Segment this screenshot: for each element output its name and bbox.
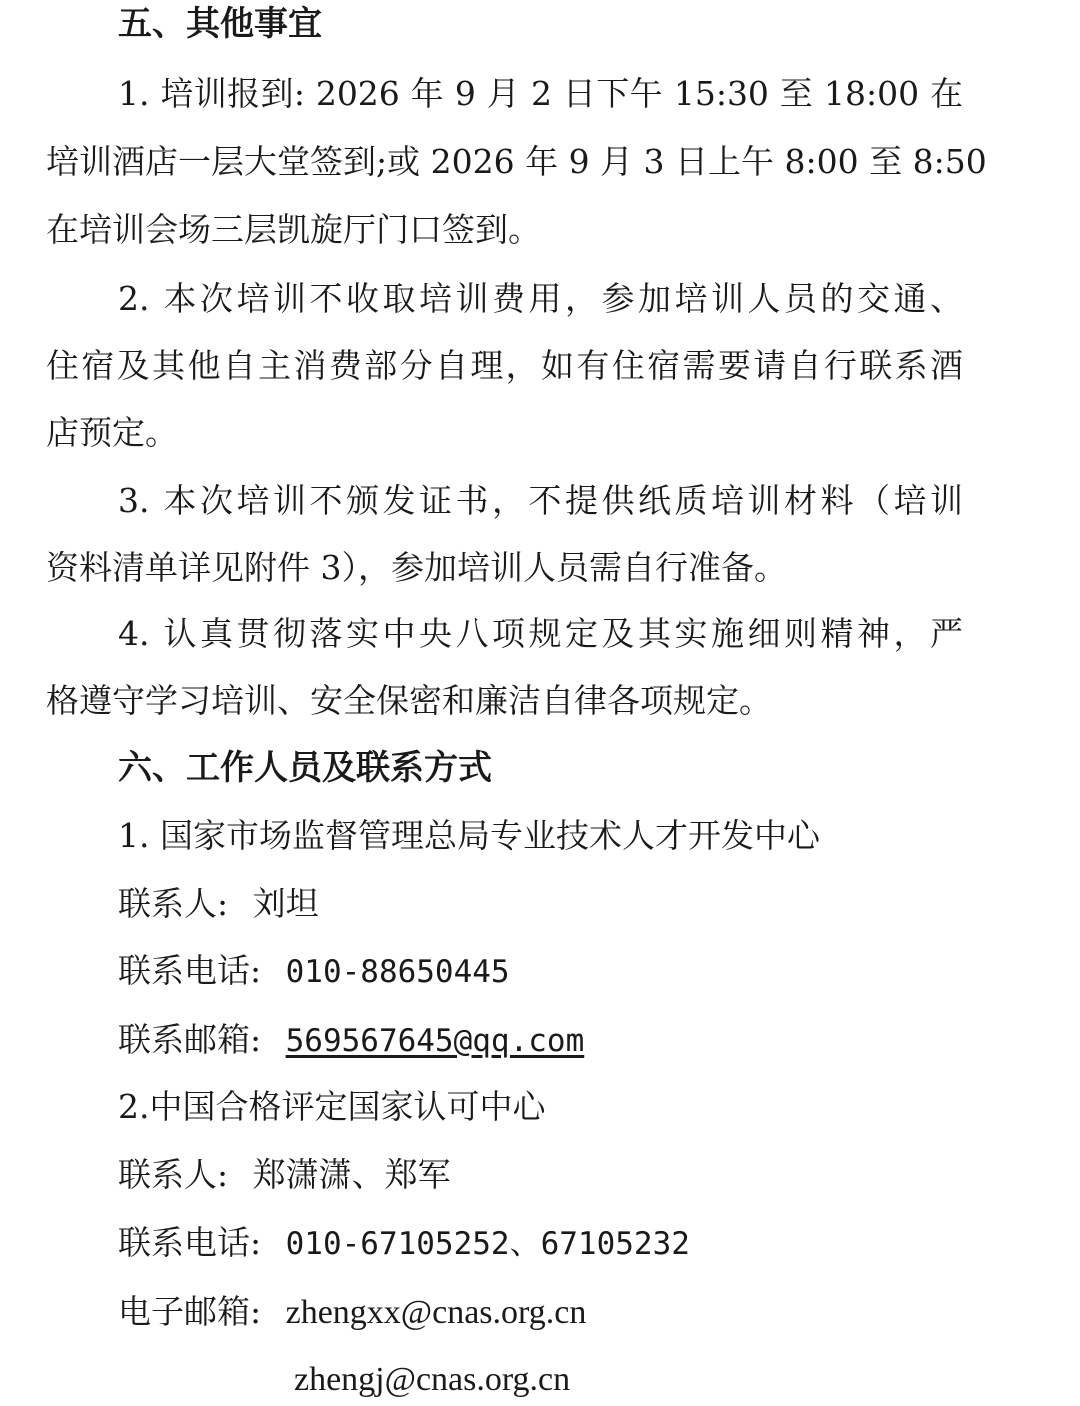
org2-email-row [118,1292,586,1333]
item2-line2: 住宿及其他自主消费部分自理，如有住宿需要请自行联系酒 [46,346,963,385]
org1-phone-label: 联系电话: [118,951,262,990]
org1-contact-row [118,884,319,924]
org1-phone-row [118,951,510,992]
item4-line1: 4. 认真贯彻落实中央八项规定及其实施细则精神，严 [118,614,963,653]
org1-contact-label: 联系人: [118,884,229,923]
org2-phone-label: 联系电话: [118,1223,262,1262]
org1-phone-value: 010-88650445 [285,954,510,990]
item1-line2: 培训酒店一层大堂签到;或 2026 年 9 月 3 日上午 8:00 至 8:50 [46,142,987,181]
org2-phone-value: 010-67105252、67105232 [285,1226,690,1262]
org1-email-label: 联系邮箱: [118,1020,262,1059]
item3-line1: 3. 本次培训不颁发证书，不提供纸质培训材料（培训 [118,481,963,520]
org2-contact-row [118,1155,451,1195]
org1-email-row [118,1020,584,1061]
item2-line3: 店预定。 [46,413,178,452]
org2-contact-label: 联系人: [118,1155,229,1194]
section-heading-staff-contacts: 六、工作人员及联系方式 [118,748,492,788]
org2-name: 2.中国合格评定国家认可中心 [118,1087,546,1126]
item1-line3: 在培训会场三层凯旋厅门口签到。 [46,210,541,249]
item3-line2: 资料清单详见附件 3），参加培训人员需自行准备。 [46,548,787,587]
org2-email-value-2[interactable]: zhengj@cnas.org.cn [294,1361,571,1398]
item4-line2: 格遵守学习培训、安全保密和廉洁自律各项规定。 [46,681,772,720]
org2-contact-value: 郑潇潇、郑军 [252,1155,451,1194]
org1-name: 1. 国家市场监督管理总局专业技术人才开发中心 [118,816,820,855]
org2-email-label: 电子邮箱: [118,1292,262,1331]
section-heading-other-matters: 五、其他事宜 [118,4,322,44]
org1-contact-value: 刘坦 [252,884,319,923]
org2-email-value-1[interactable]: zhengxx@cnas.org.cn [285,1294,587,1331]
item2-line1: 2. 本次培训不收取培训费用，参加培训人员的交通、 [118,279,963,318]
item1-line1: 1. 培训报到: 2026 年 9 月 2 日下午 15:30 至 18:00 在 [118,74,963,113]
org1-email-link[interactable]: 569567645@qq.com [285,1023,585,1059]
org2-phone-row [118,1223,690,1264]
